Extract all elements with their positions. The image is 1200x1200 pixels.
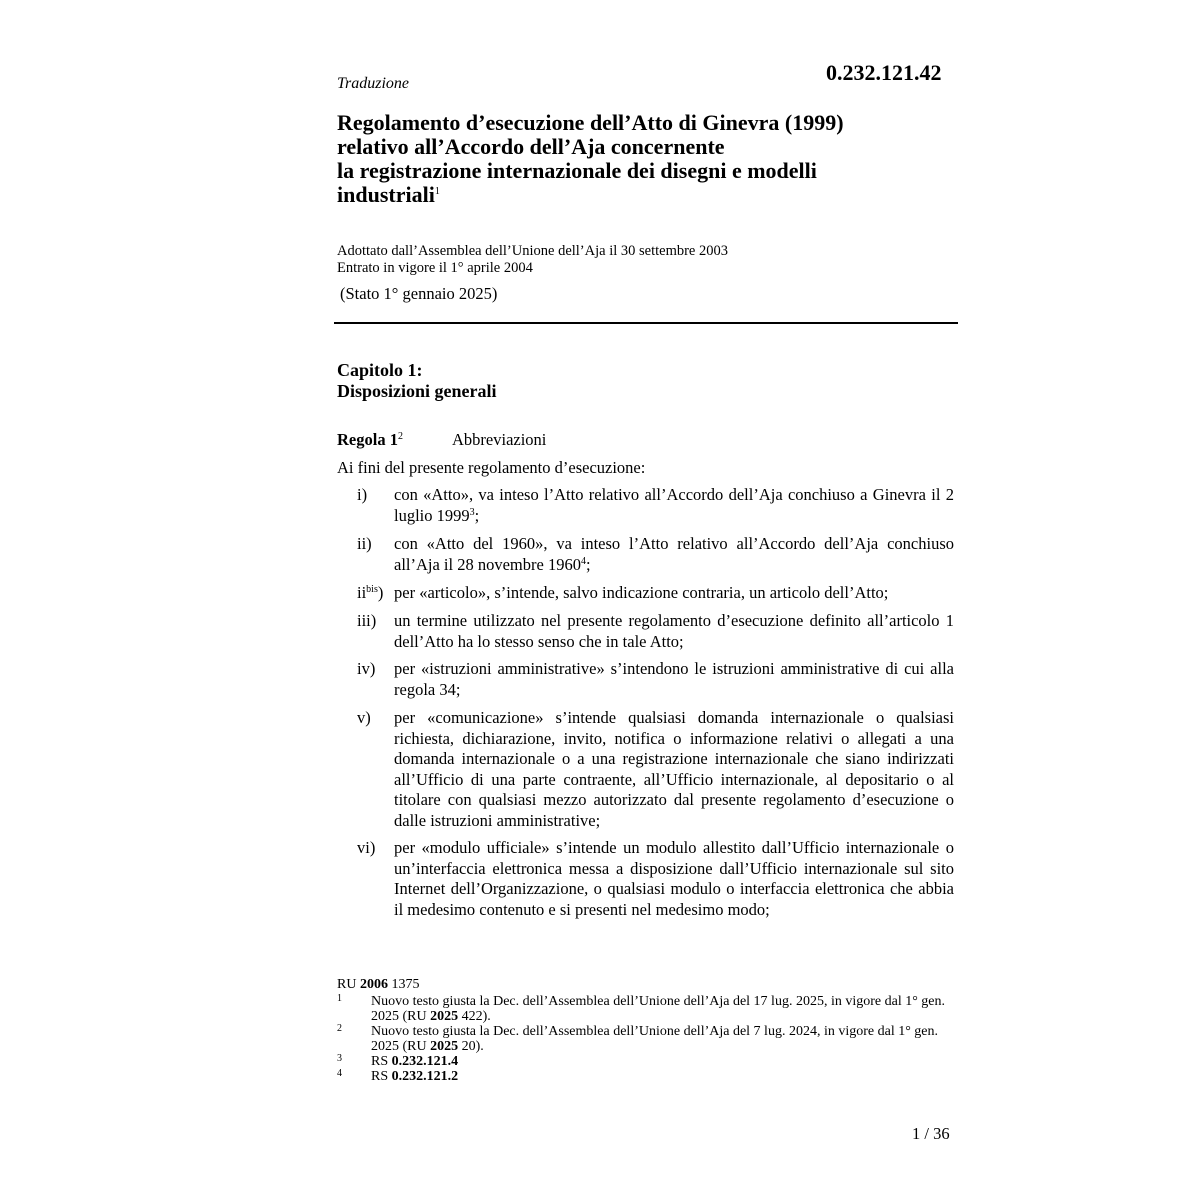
footnote-text: Nuovo testo giusta la Dec. dell’Assemblea dell’Unione dell’Aja del 7 lug. 2024, in vigore dal 1° gen. 2025 (RU xyxy=(371,1024,939,1054)
list-item-iii xyxy=(337,611,954,652)
sr-number: 0.232.121.42 xyxy=(826,60,942,85)
adopted-date: Adottato dall’Assemblea dell’Unione dell’Aja il 30 settembre 2003 xyxy=(337,243,728,259)
rule-heading xyxy=(337,430,547,450)
adoption-info xyxy=(337,243,728,277)
list-item-v xyxy=(337,708,954,832)
footnotes xyxy=(337,977,957,1084)
rule-title: Abbreviazioni xyxy=(452,430,547,449)
footnote-number: 3 xyxy=(337,1053,342,1064)
footnote-prefix: RS xyxy=(371,1054,389,1069)
intro-text: Ai fini del presente regolamento d’esecuzione: xyxy=(337,458,646,477)
title-line-4: industriali xyxy=(337,182,435,207)
item-number xyxy=(357,583,383,604)
footnote-bold: 0.232.121.2 xyxy=(391,1069,459,1084)
item-text: un termine utilizzato nel presente regolamento d’esecuzione definito all’articolo 1 dell’Atto ha lo stesso senso che in tale Atto; xyxy=(394,611,954,651)
footnote-number: 1 xyxy=(337,993,342,1004)
title-line-3: la registrazione internazionale dei disegni e modelli xyxy=(337,158,817,183)
chapter-number: Capitolo 1: xyxy=(337,360,423,380)
item-number-close: ) xyxy=(377,583,384,602)
list-item-iibis xyxy=(337,583,954,604)
item-text: per «istruzioni amministrative» s’intendono le istruzioni amministrative di cui alla regola 34; xyxy=(394,659,954,699)
title-line-1: Regolamento d’esecuzione dell’Atto di Ginevra (1999) xyxy=(337,110,844,135)
item-text: per «comunicazione» s’intende qualsiasi domanda internazionale o qualsiasi richiesta, dichiarazione, invito, notifica o informazione relativi o allegati a una domanda internazionale o a una registrazione internazionale che siano indirizzati all’Ufficio di una parte contraente, all’Ufficio internazionale, al depositario o al titolare con qualsiasi mezzo autorizzato dal presente regolamento d’esecuzione o dalle istruzioni amministrative; xyxy=(394,708,954,830)
item-number: iv) xyxy=(357,659,376,678)
list-item-ii xyxy=(337,534,954,575)
horizontal-rule xyxy=(334,322,958,324)
footnote-bold: 2025 xyxy=(430,1009,459,1024)
item-footnote-ref[interactable]: 4 xyxy=(580,555,586,567)
footnote-1 xyxy=(337,994,957,1024)
ru-prefix: RU xyxy=(337,977,357,992)
item-number: vi) xyxy=(357,838,376,857)
item-number-sup: bis xyxy=(366,584,378,595)
title-line-2: relativo all’Accordo dell’Aja concernente xyxy=(337,134,725,159)
item-number: iii) xyxy=(357,611,377,630)
item-text: con «Atto del 1960», va inteso l’Atto relativo all’Accordo dell’Aja conchiuso all’Aja il 28 novembre 1960 xyxy=(394,534,954,574)
item-number: ii) xyxy=(357,534,372,553)
item-number: i) xyxy=(357,485,368,504)
list-item-iv xyxy=(337,659,954,700)
ru-reference xyxy=(337,977,957,992)
rule-label: Regola 1 xyxy=(337,430,398,449)
ru-page: 1375 xyxy=(391,977,420,992)
list-item-vi xyxy=(337,838,954,920)
ru-year: 2006 xyxy=(359,977,388,992)
item-text: per «articolo», s’intende, salvo indicazione contraria, un articolo dell’Atto; xyxy=(394,583,889,602)
list-item-i xyxy=(337,485,954,526)
footnote-bold: 2025 xyxy=(430,1039,459,1054)
footnote-text-end: 20). xyxy=(461,1039,484,1054)
item-text-tail: ; xyxy=(585,554,591,574)
item-number-base: ii xyxy=(357,583,367,602)
footnote-number: 2 xyxy=(337,1023,342,1034)
footnote-prefix: RS xyxy=(371,1069,389,1084)
chapter-title: Disposizioni generali xyxy=(337,381,497,401)
footnote-number: 4 xyxy=(337,1068,342,1079)
page-number: 1 / 36 xyxy=(912,1124,950,1143)
item-text: per «modulo ufficiale» s’intende un modulo allestito dall’Ufficio internazionale o un’interfaccia elettronica messa a disposizione dall’Ufficio internazionale sul sito Internet dell’Organizzazione, o qualsiasi modulo o interfaccia elettronica che abbia il medesimo contenuto e si presenti nel medesimo modo; xyxy=(394,838,954,919)
item-number: v) xyxy=(357,708,371,727)
chapter-heading xyxy=(337,360,497,402)
in-force-date: Entrato in vigore il 1° aprile 2004 xyxy=(337,260,533,276)
item-text: con «Atto», va inteso l’Atto relativo all’Accordo dell’Aja conchiuso a Ginevra il 2 luglio 1999 xyxy=(394,485,954,525)
footnote-4 xyxy=(337,1069,957,1084)
document-title xyxy=(337,111,957,207)
title-footnote-ref[interactable]: 1 xyxy=(434,186,440,197)
footnote-text-end: 422). xyxy=(461,1009,491,1024)
status-date: (Stato 1° gennaio 2025) xyxy=(340,284,498,303)
translation-label: Traduzione xyxy=(337,75,410,92)
footnote-text: Nuovo testo giusta la Dec. dell’Assemblea dell’Unione dell’Aja del 17 lug. 2025, in vigore dal 1° gen. 2025 (RU xyxy=(371,994,946,1024)
item-footnote-ref[interactable]: 3 xyxy=(469,506,475,518)
footnote-bold: 0.232.121.4 xyxy=(391,1054,459,1069)
rule-footnote-ref[interactable]: 2 xyxy=(397,431,403,442)
footnote-2 xyxy=(337,1024,957,1054)
footnote-3 xyxy=(337,1054,957,1069)
item-text-tail: ; xyxy=(474,505,480,525)
